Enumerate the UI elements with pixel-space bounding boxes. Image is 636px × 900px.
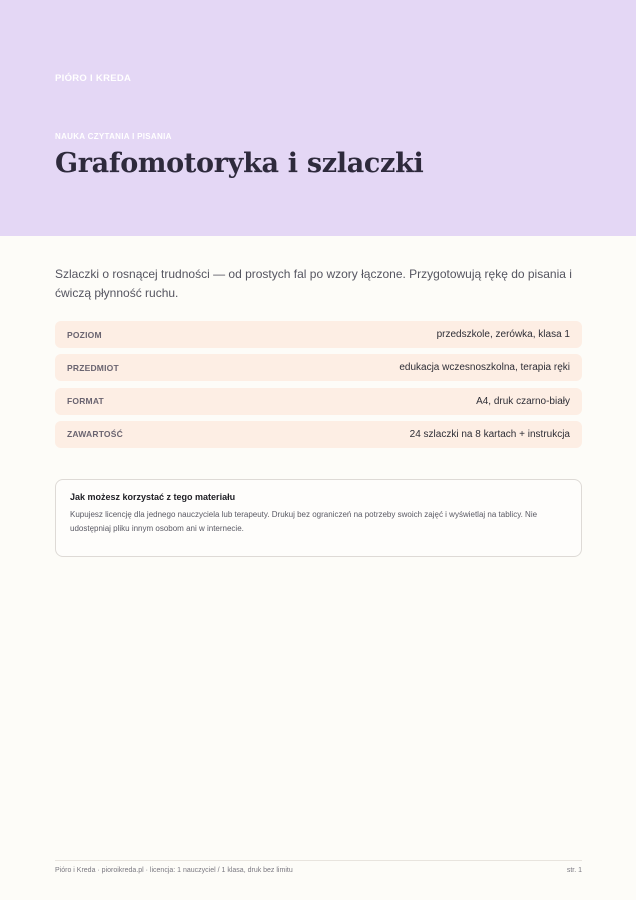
meta-label: FORMAT bbox=[67, 396, 104, 407]
meta-value: 24 szlaczki na 8 kartach + instrukcja bbox=[409, 428, 570, 440]
footer-credits: Pióro i Kreda · pioroikreda.pl · licencja: 1 nauczyciel / 1 klasa, druk bez limitu bbox=[55, 867, 293, 874]
meta-label: ZAWARTOŚĆ bbox=[67, 429, 123, 440]
meta-label: POZIOM bbox=[67, 329, 102, 340]
intro-paragraph: Szlaczki o rosnącej trudności — od prostych fal po wzory łączone. Przygotowują rękę do pisania i ćwiczą płynność ruchu. bbox=[55, 267, 572, 300]
meta-value: edukacja wczesnoszkolna, terapia ręki bbox=[399, 362, 570, 374]
meta-row-subject bbox=[55, 354, 582, 381]
meta-row-format bbox=[55, 388, 582, 415]
meta-label: PRZEDMIOT bbox=[67, 362, 119, 373]
page-title: Grafomotoryka i szlaczki bbox=[55, 148, 424, 179]
brand-name: PIÓRO I KREDA bbox=[55, 73, 132, 84]
category-kicker: NAUKA CZYTANIA I PISANIA bbox=[55, 132, 172, 141]
meta-table bbox=[55, 321, 582, 454]
meta-value: A4, druk czarno-biały bbox=[476, 395, 570, 407]
page-footer bbox=[55, 860, 582, 874]
meta-value: przedszkole, zerówka, klasa 1 bbox=[436, 329, 570, 340]
header-banner bbox=[0, 0, 636, 236]
page-number: str. 1 bbox=[566, 867, 582, 874]
license-title: Jak możesz korzystać z tego materiału bbox=[70, 492, 236, 502]
meta-row-level bbox=[55, 321, 582, 348]
license-text: Kupujesz licencję dla jednego nauczyciela lub terapeuty. Drukuj bez ograniczeń na potrzeby swoich zajęć i wyświetlaj na tablicy. Nie udostępniaj pliku innym osobom ani w internecie. bbox=[70, 510, 538, 533]
meta-row-contents bbox=[55, 421, 582, 448]
license-box bbox=[55, 479, 582, 557]
